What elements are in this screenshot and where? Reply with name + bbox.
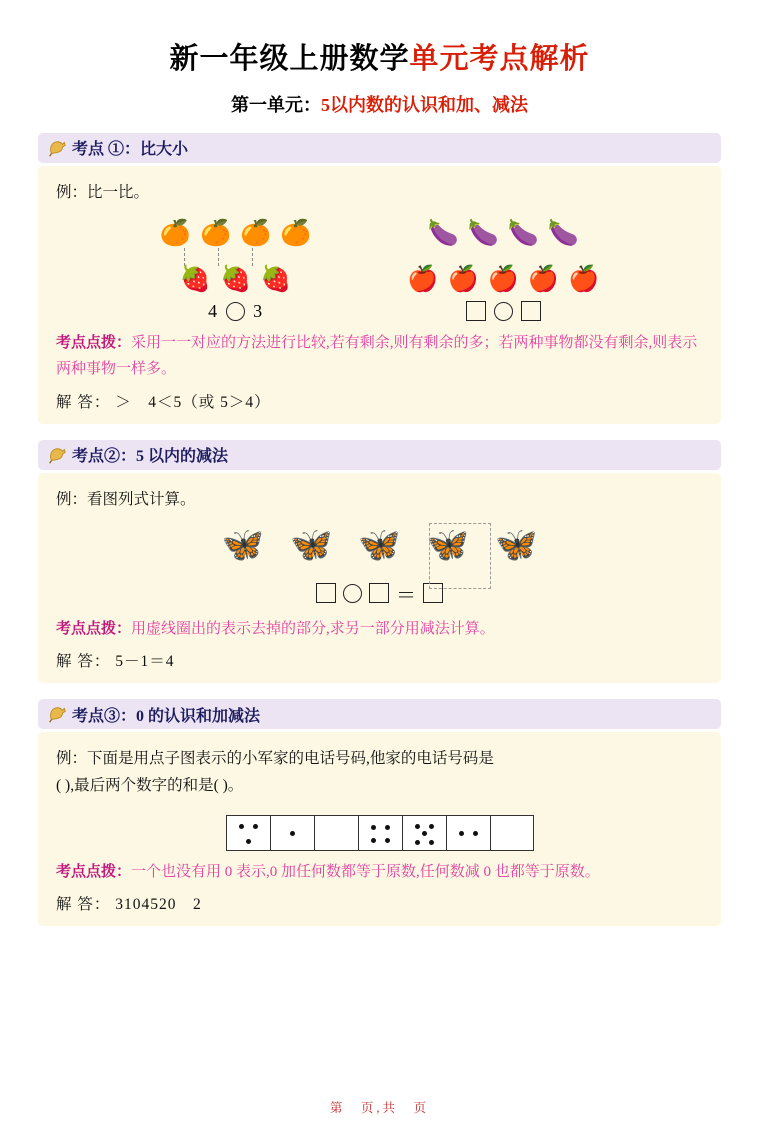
eggplant-icon: 🍆 [547, 220, 580, 248]
section-2-tip [56, 616, 703, 642]
answer-text: 3104520 2 [115, 896, 202, 914]
apple-icon: 🍎 [447, 265, 479, 293]
tip-text: 用虚线圈出的表示去掉的部分,求另一部分用减法计算。 [131, 620, 495, 637]
section-2-answer [56, 649, 703, 671]
section-3-body [38, 732, 721, 926]
section-2-title: 考点②：5 以内的减法 [72, 448, 229, 466]
correspondence-lines [172, 248, 299, 266]
section-1 [38, 133, 721, 424]
dot-cell [314, 815, 358, 851]
circle-blank-icon[interactable] [226, 302, 245, 321]
strawberry-icon: 🍓 [179, 265, 212, 293]
answer-label: 解 答： [56, 896, 111, 914]
section-2-body [38, 473, 721, 684]
orange-row [160, 220, 312, 248]
dot-cell [226, 815, 270, 851]
compare-left-number: 4 [208, 301, 219, 322]
square-blank-icon[interactable] [521, 301, 541, 321]
tip-text: 一个也没有用 0 表示,0 加任何数都等于原数,任何数减 0 也都等于原数。 [131, 863, 600, 880]
section-3-header [38, 699, 721, 729]
dot-cell [270, 815, 314, 851]
strawberry-icon: 🍓 [260, 265, 292, 293]
section-2 [38, 440, 721, 684]
eggplant-icon: 🍆 [507, 220, 539, 248]
bell-icon [46, 137, 68, 159]
strawberry-icon: 🍓 [220, 265, 252, 293]
eggplant-icon: 🍆 [427, 220, 459, 248]
section-3-tip [56, 859, 703, 885]
dot-cell [358, 815, 402, 851]
domino-dot-strip [56, 815, 703, 851]
orange-icon: 🍊 [159, 220, 191, 248]
apple-icon: 🍎 [527, 265, 559, 293]
page-title-plain: 新一年级上册数学 [169, 43, 410, 75]
compare-left-group [160, 220, 312, 322]
eggplant-icon: 🍆 [467, 220, 499, 248]
section-3-example-line2: ( ),最后两个数字的和是( )。 [56, 776, 244, 794]
compare-left-expression [208, 301, 263, 322]
apple-icon: 🍎 [487, 265, 519, 293]
section-1-title: 考点 ①：比大小 [72, 141, 189, 159]
apple-icon: 🍎 [567, 265, 600, 293]
square-blank-icon[interactable] [316, 583, 336, 603]
butterfly-icon: 🦋 [221, 526, 264, 564]
page-subtitle-highlight: 5以内数的认识和加、减法 [321, 94, 528, 115]
orange-icon: 🍊 [280, 220, 312, 248]
page-title [38, 42, 721, 77]
compare-right-expression [466, 301, 541, 321]
apple-icon: 🍎 [407, 265, 439, 293]
tip-text: 采用一一对应的方法进行比较,若有剩余,则有剩余的多；若两种事物都没有剩余,则表示两种事物一样多。 [56, 335, 698, 378]
section-1-body [38, 166, 721, 424]
dashed-selection-box [426, 523, 491, 589]
section-1-example: 例：比一比。 [56, 183, 150, 201]
section-3-answer [56, 892, 703, 914]
orange-icon: 🍊 [200, 220, 232, 248]
square-blank-icon[interactable] [466, 301, 486, 321]
page-subtitle-plain: 第一单元： [231, 94, 321, 115]
dot-cell [490, 815, 534, 851]
dot-cell [402, 815, 446, 851]
tip-label: 考点点拨： [56, 620, 132, 637]
compare-right-number: 3 [253, 301, 264, 322]
tip-label: 考点点拨： [56, 863, 132, 880]
dot-cell [446, 815, 490, 851]
worksheet-page [0, 42, 759, 1130]
section-1-answer [56, 390, 703, 412]
circle-blank-icon[interactable] [343, 584, 362, 603]
page-subtitle [38, 91, 721, 117]
compare-figure [56, 220, 703, 322]
strawberry-row [180, 266, 291, 294]
section-3-title: 考点③：0 的认识和加减法 [72, 707, 261, 725]
butterfly-figure [56, 523, 703, 567]
section-2-example: 例：看图列式计算。 [56, 490, 196, 508]
section-3-example-line1: 例：下面是用点子图表示的小军家的电话号码,他家的电话号码是 [56, 750, 494, 768]
circle-blank-icon[interactable] [494, 302, 513, 321]
butterfly-icon: 🦋 [358, 526, 401, 564]
section-3 [38, 699, 721, 926]
butterfly-icon: 🦋 [426, 526, 470, 564]
section-1-header [38, 133, 721, 163]
answer-label: 解 答： [56, 653, 111, 671]
compare-right-group [407, 220, 599, 322]
section-1-tip [56, 330, 703, 383]
answer-text: 5－1＝4 [115, 653, 175, 671]
eggplant-row [427, 220, 579, 248]
equation-row [56, 579, 703, 608]
answer-text: ＞ 4＜5（或 5＞4） [115, 393, 271, 411]
bell-icon [46, 444, 68, 466]
page-footer: 第 页,共 页 [329, 1101, 430, 1115]
page-title-highlight: 单元考点解析 [409, 43, 590, 75]
apple-row [407, 266, 599, 294]
bell-icon [46, 703, 68, 725]
butterfly-icon: 🦋 [495, 526, 538, 564]
square-blank-icon[interactable] [369, 583, 389, 603]
tip-label: 考点点拨： [56, 335, 132, 352]
orange-icon: 🍊 [240, 220, 272, 248]
answer-label: 解 答： [56, 393, 111, 411]
equals-sign: ＝ [396, 584, 416, 607]
section-2-header [38, 440, 721, 470]
butterfly-icon: 🦋 [289, 526, 333, 564]
